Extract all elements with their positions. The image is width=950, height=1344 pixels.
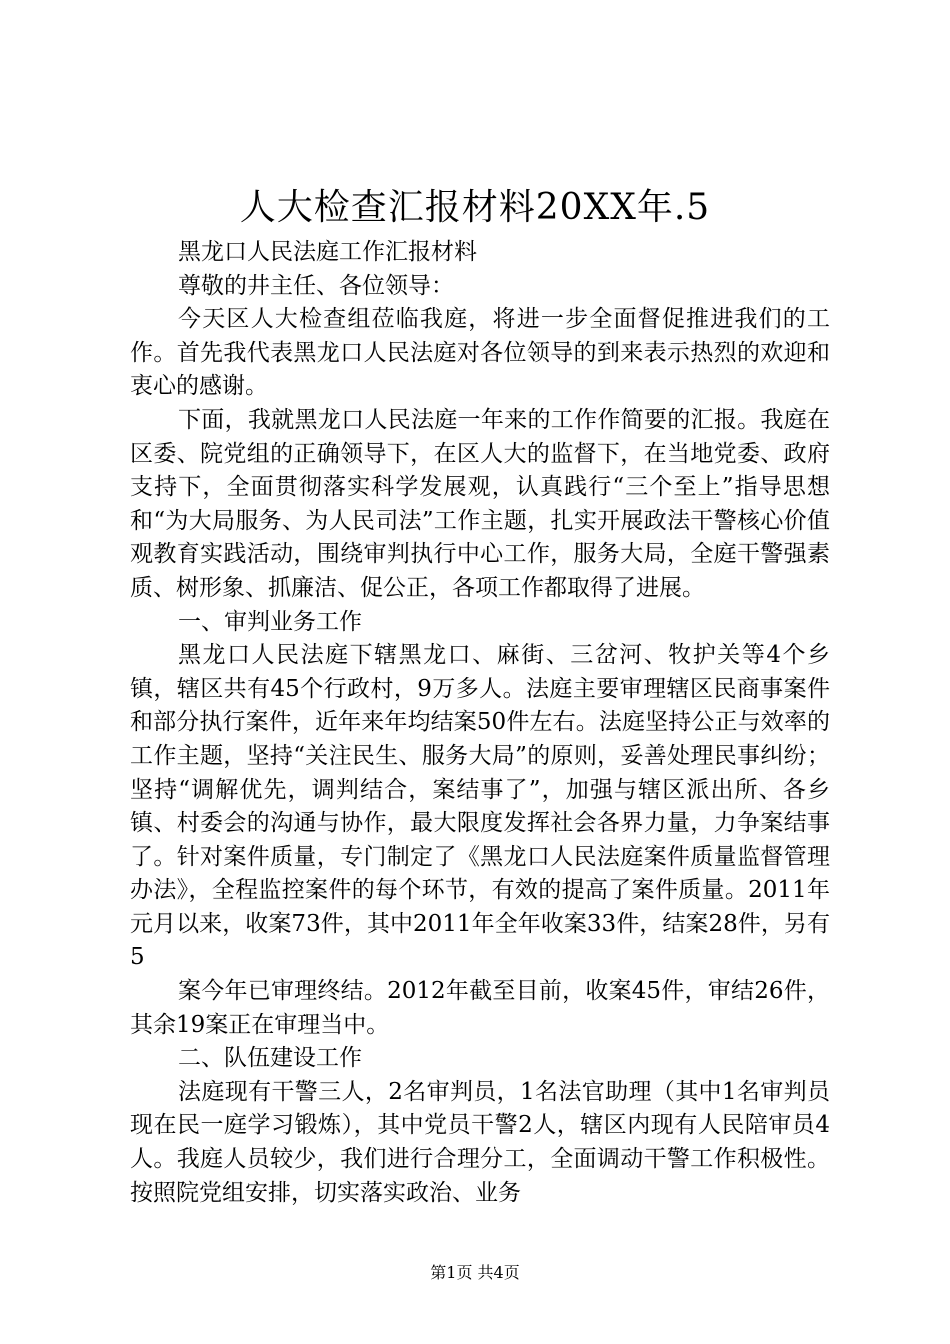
paragraph-heading: 黑龙口人民法庭工作汇报材料 <box>178 239 477 265</box>
paragraph-overview: 下面，我就黑龙口人民法庭一年来的工作作简要的汇报。我庭在区委、院党组的正确领导下，在区人大的监督下，在当地党委、政府支持下，全面贯彻落实科学发展观，认真践行“三个至上”指导思想和“为大局服务、为人民司法”工作主题，扎实开展政法干警核心价值观教育实践活动，围绕审判执行中心工作，服务大局，全庭干警强素质、树形象、抓廉洁、促公正，各项工作都取得了进展。 <box>130 406 830 601</box>
paragraph-welcome: 今天区人大检查组莅临我庭，将进一步全面督促推进我们的工作。首先我代表黑龙口人民法庭对各位领导的到来表示热烈的欢迎和衷心的感谢。 <box>130 306 830 400</box>
paragraph-trial-stats: 案今年已审理终结。2012年截至目前，收案45件，审结26件，其余19案正在审理当中。 <box>130 978 830 1038</box>
paragraph-trial-work: 黑龙口人民法庭下辖黑龙口、麻街、三岔河、牧护关等4个乡镇，辖区共有45个行政村，9万多人。法庭主要审理辖区民商事案件和部分执行案件，近年来年均结案50件左右。法庭坚持公正与效率的工作主题，坚持“关注民生、服务大局”的原则，妥善处理民事纠纷；坚持“调解优先，调判结合，案结事了”，加强与辖区派出所、各乡镇、村委会的沟通与协作，最大限度发挥社会各界力量，力争案结事了。针对案件质量，专门制定了《黑龙口人民法庭案件质量监督管理办法》，全程监控案件的每个环节，有效的提高了案件质量。2011年元月以来，收案73件，其中2011年全年收案33件，结案28件，另有5 <box>130 642 830 971</box>
paragraph-team-building: 法庭现有干警三人，2名审判员，1名法官助理（其中1名审判员现在民一庭学习锻炼），其中党员干警2人，辖区内现有人民陪审员4人。我庭人员较少，我们进行合理分工，全面调动干警工作积极性。按照院党组安排，切实落实政治、业务 <box>130 1078 830 1206</box>
section-heading-team-building: 二、队伍建设工作 <box>178 1045 362 1072</box>
document-title: 人大检查汇报材料20XX年.5 <box>239 187 711 228</box>
section-heading-trial-work: 一、审判业务工作 <box>178 608 362 635</box>
document-body <box>130 236 830 1210</box>
paragraph-salutation: 尊敬的井主任、各位领导： <box>178 272 454 299</box>
page-number-footer: 第1页 共4页 <box>430 1263 520 1282</box>
